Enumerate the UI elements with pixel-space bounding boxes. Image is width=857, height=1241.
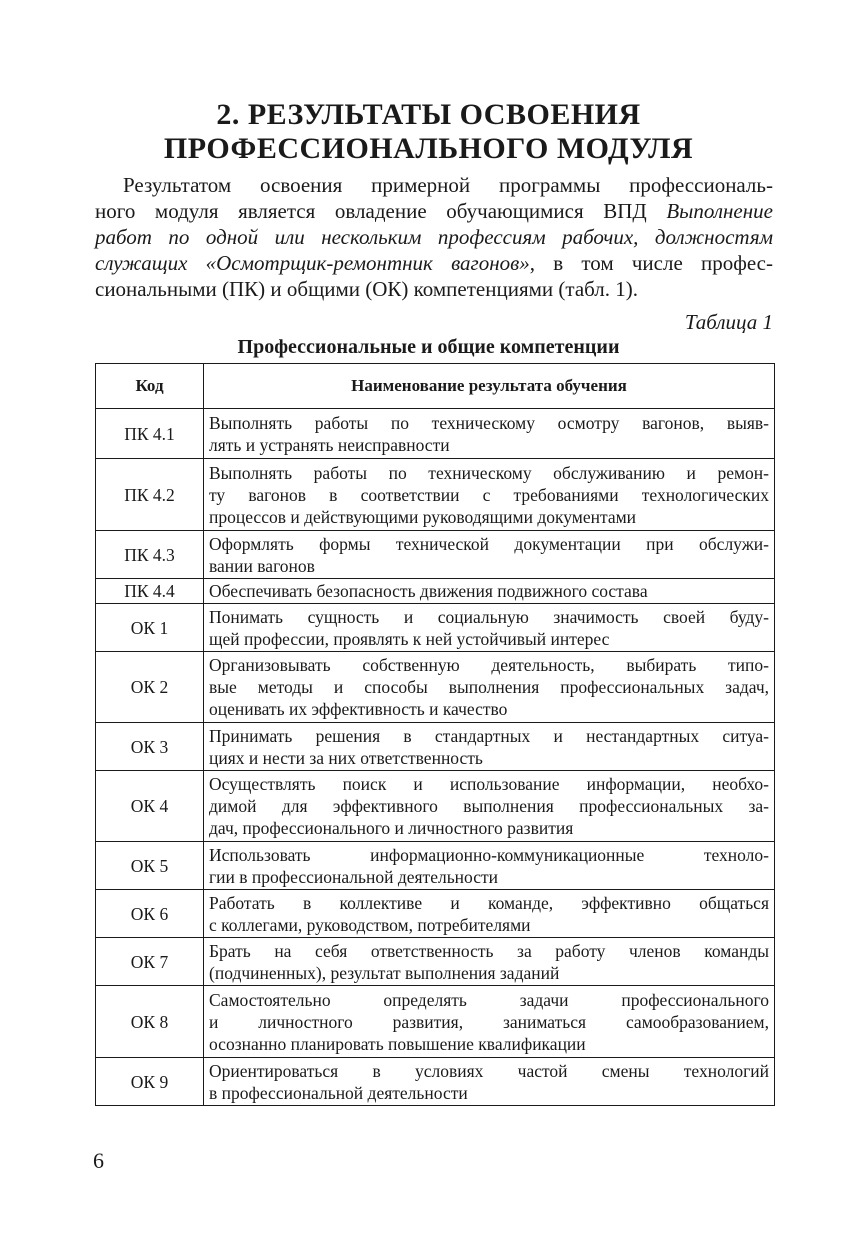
description-line: ту вагонов в соответствии с требованиями технологических xyxy=(209,484,769,505)
competence-code: ОК 7 xyxy=(96,938,204,986)
competence-code: ОК 9 xyxy=(96,1058,204,1106)
table-number: Таблица 1 xyxy=(684,310,773,334)
description-line: в профессиональной деятельности xyxy=(209,1082,468,1103)
competence-description xyxy=(204,938,775,986)
competence-code: ОК 1 xyxy=(96,604,204,652)
competence-description xyxy=(204,890,775,938)
table-row xyxy=(96,604,775,652)
competence-description xyxy=(204,842,775,890)
table-row xyxy=(96,890,775,938)
page-title-line-1: 2. РЕЗУЛЬТАТЫ ОСВОЕНИЯ xyxy=(216,98,641,131)
competence-description xyxy=(204,531,775,579)
intro-line-2-text: ного модуля является овладение обучающимися ВПД xyxy=(95,199,667,223)
description-line: Понимать сущность и социальную значимость своей буду- xyxy=(209,606,769,627)
competence-description xyxy=(204,409,775,459)
table-row xyxy=(96,409,775,459)
description-line: вании вагонов xyxy=(209,555,315,576)
competence-description xyxy=(204,723,775,771)
description-line: с коллегами, руководством, потребителями xyxy=(209,914,531,935)
competence-code: ПК 4.3 xyxy=(96,531,204,579)
intro-line-1: Результатом освоения примерной программы профессиональ- xyxy=(123,173,773,197)
description-line: Принимать решения в стандартных и нестандартных ситуа- xyxy=(209,725,769,746)
description-line: осознанно планировать повышение квалификации xyxy=(209,1033,586,1054)
table-row xyxy=(96,842,775,890)
description-line: Оформлять формы технической документации при обслужи- xyxy=(209,533,769,554)
intro-line-2 xyxy=(95,198,773,224)
table-body xyxy=(96,409,775,1106)
description-line: Осуществлять поиск и использование информации, необхо- xyxy=(209,774,769,794)
description-line: циях и нести за них ответственность xyxy=(209,747,483,768)
competence-code: ОК 4 xyxy=(96,771,204,842)
header-code: Код xyxy=(96,364,204,409)
competence-description xyxy=(204,652,775,723)
table-row xyxy=(96,652,775,723)
page-title xyxy=(0,98,857,166)
table-row xyxy=(96,1058,775,1106)
description-line: щей профессии, проявлять к ней устойчивый интерес xyxy=(209,628,610,649)
intro-line-4 xyxy=(95,250,773,276)
intro-line-3 xyxy=(95,224,773,250)
description-line: процессов и действующими руководящими документами xyxy=(209,506,637,527)
competence-description xyxy=(204,459,775,531)
table-row xyxy=(96,938,775,986)
table-caption: Профессиональные и общие компетенции xyxy=(237,336,620,358)
page-title-line-2: ПРОФЕССИОНАЛЬНОГО МОДУЛЯ xyxy=(163,132,694,165)
competence-description xyxy=(204,986,775,1058)
header-name: Наименование результата обучения xyxy=(204,364,775,409)
intro-line-5: сиональными (ПК) и общими (ОК) компетенциями (табл. 1). xyxy=(95,277,639,301)
table-row xyxy=(96,459,775,531)
competence-code: ОК 3 xyxy=(96,723,204,771)
competence-code: ОК 8 xyxy=(96,986,204,1058)
description-line: Самостоятельно определять задачи профессионального xyxy=(209,989,769,1010)
competence-code: ПК 4.4 xyxy=(96,579,204,604)
competence-code: ОК 5 xyxy=(96,842,204,890)
competence-description xyxy=(204,771,775,842)
competences-table xyxy=(95,363,775,1106)
table-header-row xyxy=(96,364,775,409)
description-line: гии в профессиональной деятельности xyxy=(209,866,499,887)
table-row xyxy=(96,986,775,1058)
table-row xyxy=(96,723,775,771)
intro-line-4-text: , в том числе профес- xyxy=(529,251,773,275)
competence-description xyxy=(204,579,775,604)
description-line: димой для эффективного выполнения профессиональных за- xyxy=(209,796,769,816)
page-number: 6 xyxy=(93,1148,104,1173)
table-row xyxy=(96,579,775,604)
competence-code: ПК 4.2 xyxy=(96,459,204,531)
description-line: (подчиненных), результат выполнения заданий xyxy=(209,962,560,983)
description-line: лять и устранять неисправности xyxy=(209,434,450,455)
competence-description xyxy=(204,604,775,652)
table-row xyxy=(96,771,775,842)
description-line: Ориентироваться в условиях частой смены технологий xyxy=(209,1060,769,1081)
description-line: Использовать информационно-коммуникационные техноло- xyxy=(209,844,769,865)
intro-line-2-italic: Выполнение xyxy=(666,199,773,223)
intro-line-3-italic: работ по одной или нескольким профессиям рабочих, должностям xyxy=(95,225,773,249)
competence-code: ОК 2 xyxy=(96,652,204,723)
competence-code: ПК 4.1 xyxy=(96,409,204,459)
description-line: Обеспечивать безопасность движения подвижного состава xyxy=(209,581,648,601)
intro-paragraph xyxy=(95,172,773,302)
competence-code: ОК 6 xyxy=(96,890,204,938)
description-line: и личностного развития, заниматься самообразованием, xyxy=(209,1011,769,1032)
description-line: Организовывать собственную деятельность, выбирать типо- xyxy=(209,655,769,675)
description-line: Выполнять работы по техническому обслуживанию и ремон- xyxy=(209,462,769,483)
intro-line-4-italic: служащих «Осмотрщик-ремонтник вагонов» xyxy=(95,251,530,275)
description-line: вые методы и способы выполнения профессиональных задач, xyxy=(209,677,769,697)
description-line: оценивать их эффективность и качество xyxy=(209,699,508,719)
description-line: Работать в коллективе и команде, эффективно общаться xyxy=(209,892,769,913)
description-line: Выполнять работы по техническому осмотру вагонов, выяв- xyxy=(209,412,769,433)
table-row xyxy=(96,531,775,579)
description-line: дач, профессионального и личностного развития xyxy=(209,818,574,838)
description-line: Брать на себя ответственность за работу членов команды xyxy=(209,940,769,961)
competence-description xyxy=(204,1058,775,1106)
